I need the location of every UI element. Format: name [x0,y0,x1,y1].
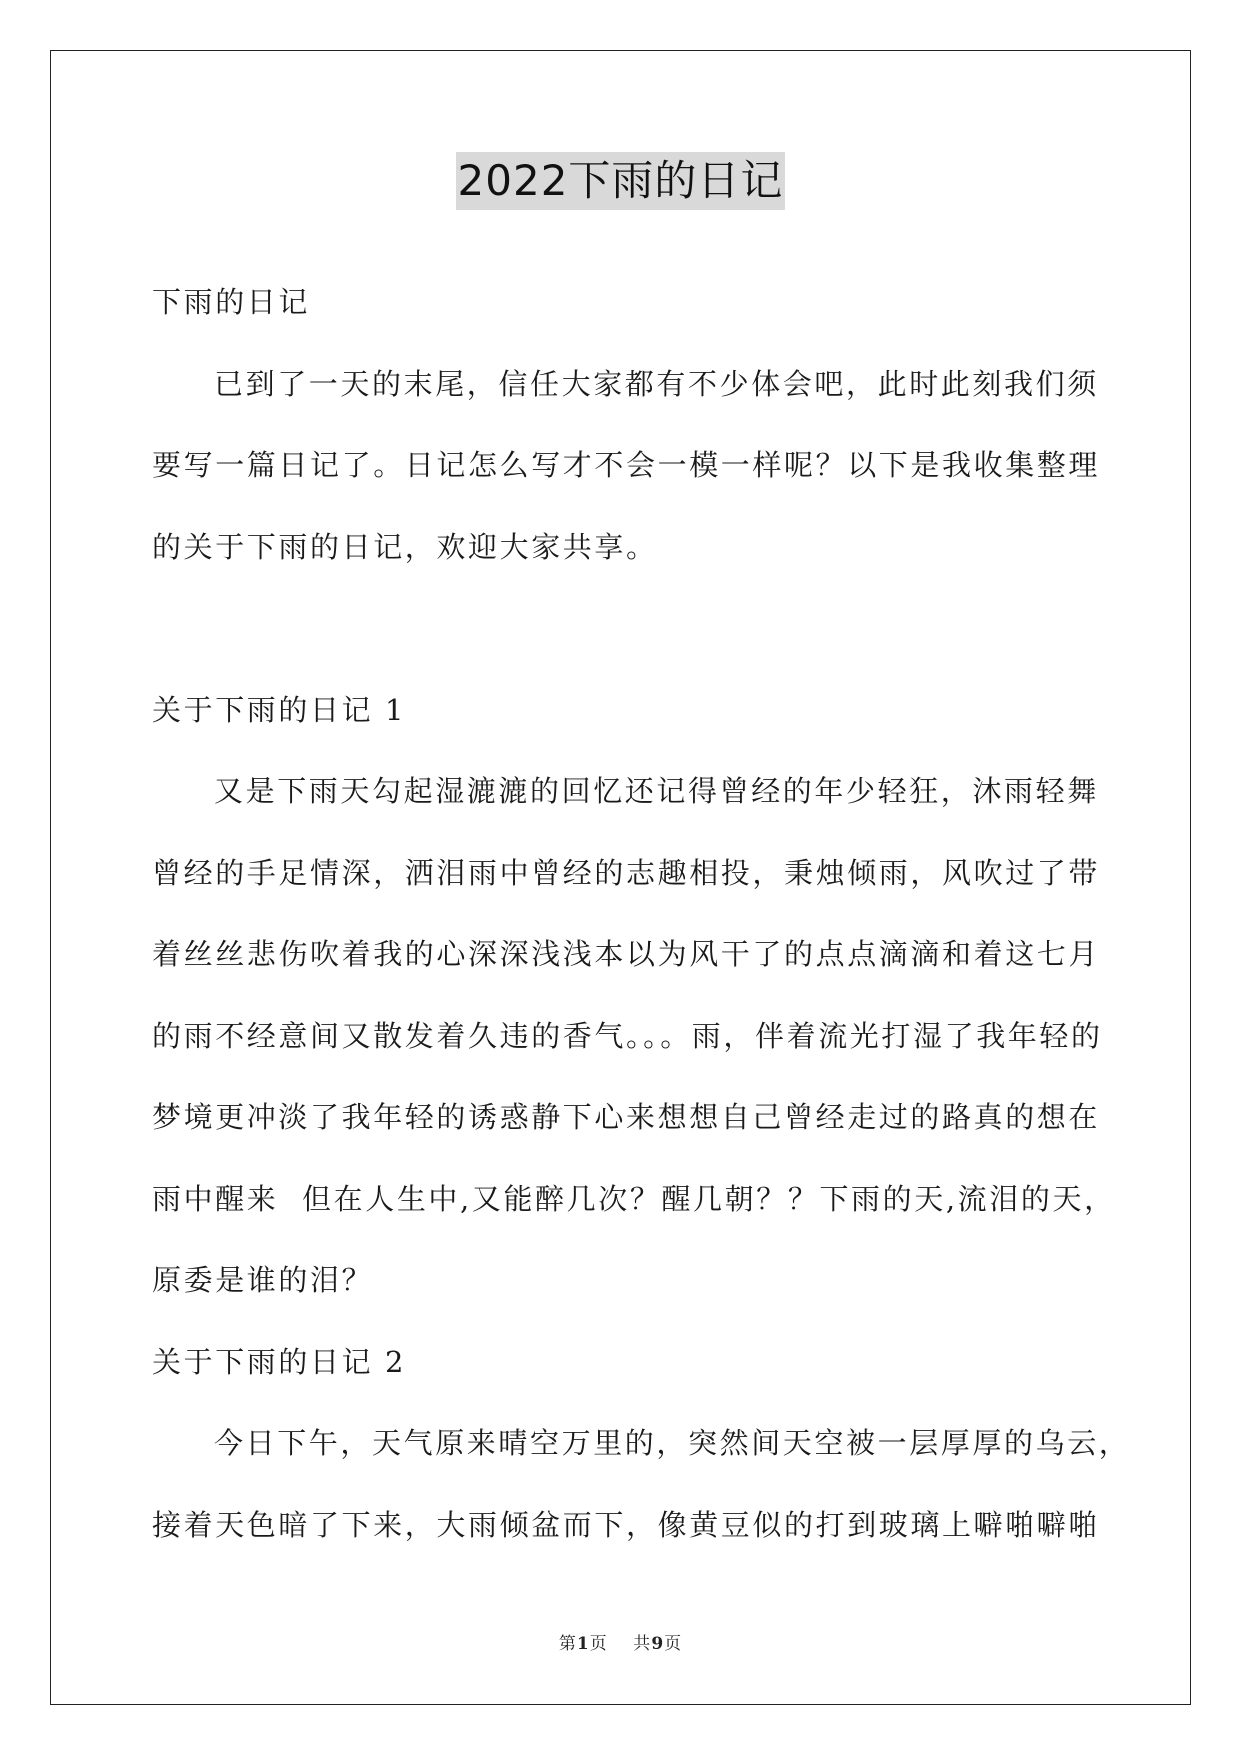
paragraph-line: 雨中醒来 但在人生中,又能醉几次？醒几朝？？下雨的天,流泪的天， [152,1181,1116,1216]
paragraph-line: 今日下午，天气原来晴空万里的，突然间天空被一层厚厚的乌云， [214,1426,1131,1460]
footer-page-number: 1 [576,1634,590,1654]
section-heading: 关于下雨的日记 2 [152,1344,407,1379]
section-heading: 关于下雨的日记 1 [152,692,407,727]
footer-suffix: 页 [664,1634,683,1654]
paragraph-line: 的雨不经意间又散发着久违的香气。。。雨，伴着流光打湿了我年轻的 [152,1018,1103,1053]
paragraph-line: 曾经的手足情深，洒泪雨中曾经的志趣相投，秉烛倾雨，风吹过了带 [152,855,1101,890]
paragraph-line: 接着天色暗了下来，大雨倾盆而下，像黄豆似的打到玻璃上噼啪噼啪 [152,1507,1101,1542]
footer-total-pages: 9 [651,1634,665,1654]
title-container [0,152,1241,210]
section-heading: 下雨的日记 [152,285,311,319]
paragraph-line: 原委是谁的泪？ [152,1263,374,1297]
page-footer [0,1629,1241,1654]
paragraph-line: 梦境更冲淡了我年轻的诱惑静下心来想想自己曾经走过的路真的想在 [152,1100,1101,1134]
document-title: 2022下雨的日记 [456,152,786,210]
paragraph-line: 要写一篇日记了。日记怎么写才不会一模一样呢？以下是我收集整理 [152,448,1101,482]
footer-prefix: 第 [558,1634,577,1654]
paragraph-line: 着丝丝悲伤吹着我的心深深浅浅本以为风干了的点点滴滴和着这七月 [152,937,1101,971]
footer-middle: 页 共 [589,1634,652,1654]
document-body [152,262,1131,1566]
blank-line [152,588,1092,670]
paragraph-line: 的关于下雨的日记，欢迎大家共享。 [152,529,658,564]
paragraph-line: 已到了一天的末尾，信任大家都有不少体会吧，此时此刻我们须 [214,366,1099,401]
paragraph-line: 又是下雨天勾起湿漉漉的回忆还记得曾经的年少轻狂，沐雨轻舞 [214,774,1099,808]
